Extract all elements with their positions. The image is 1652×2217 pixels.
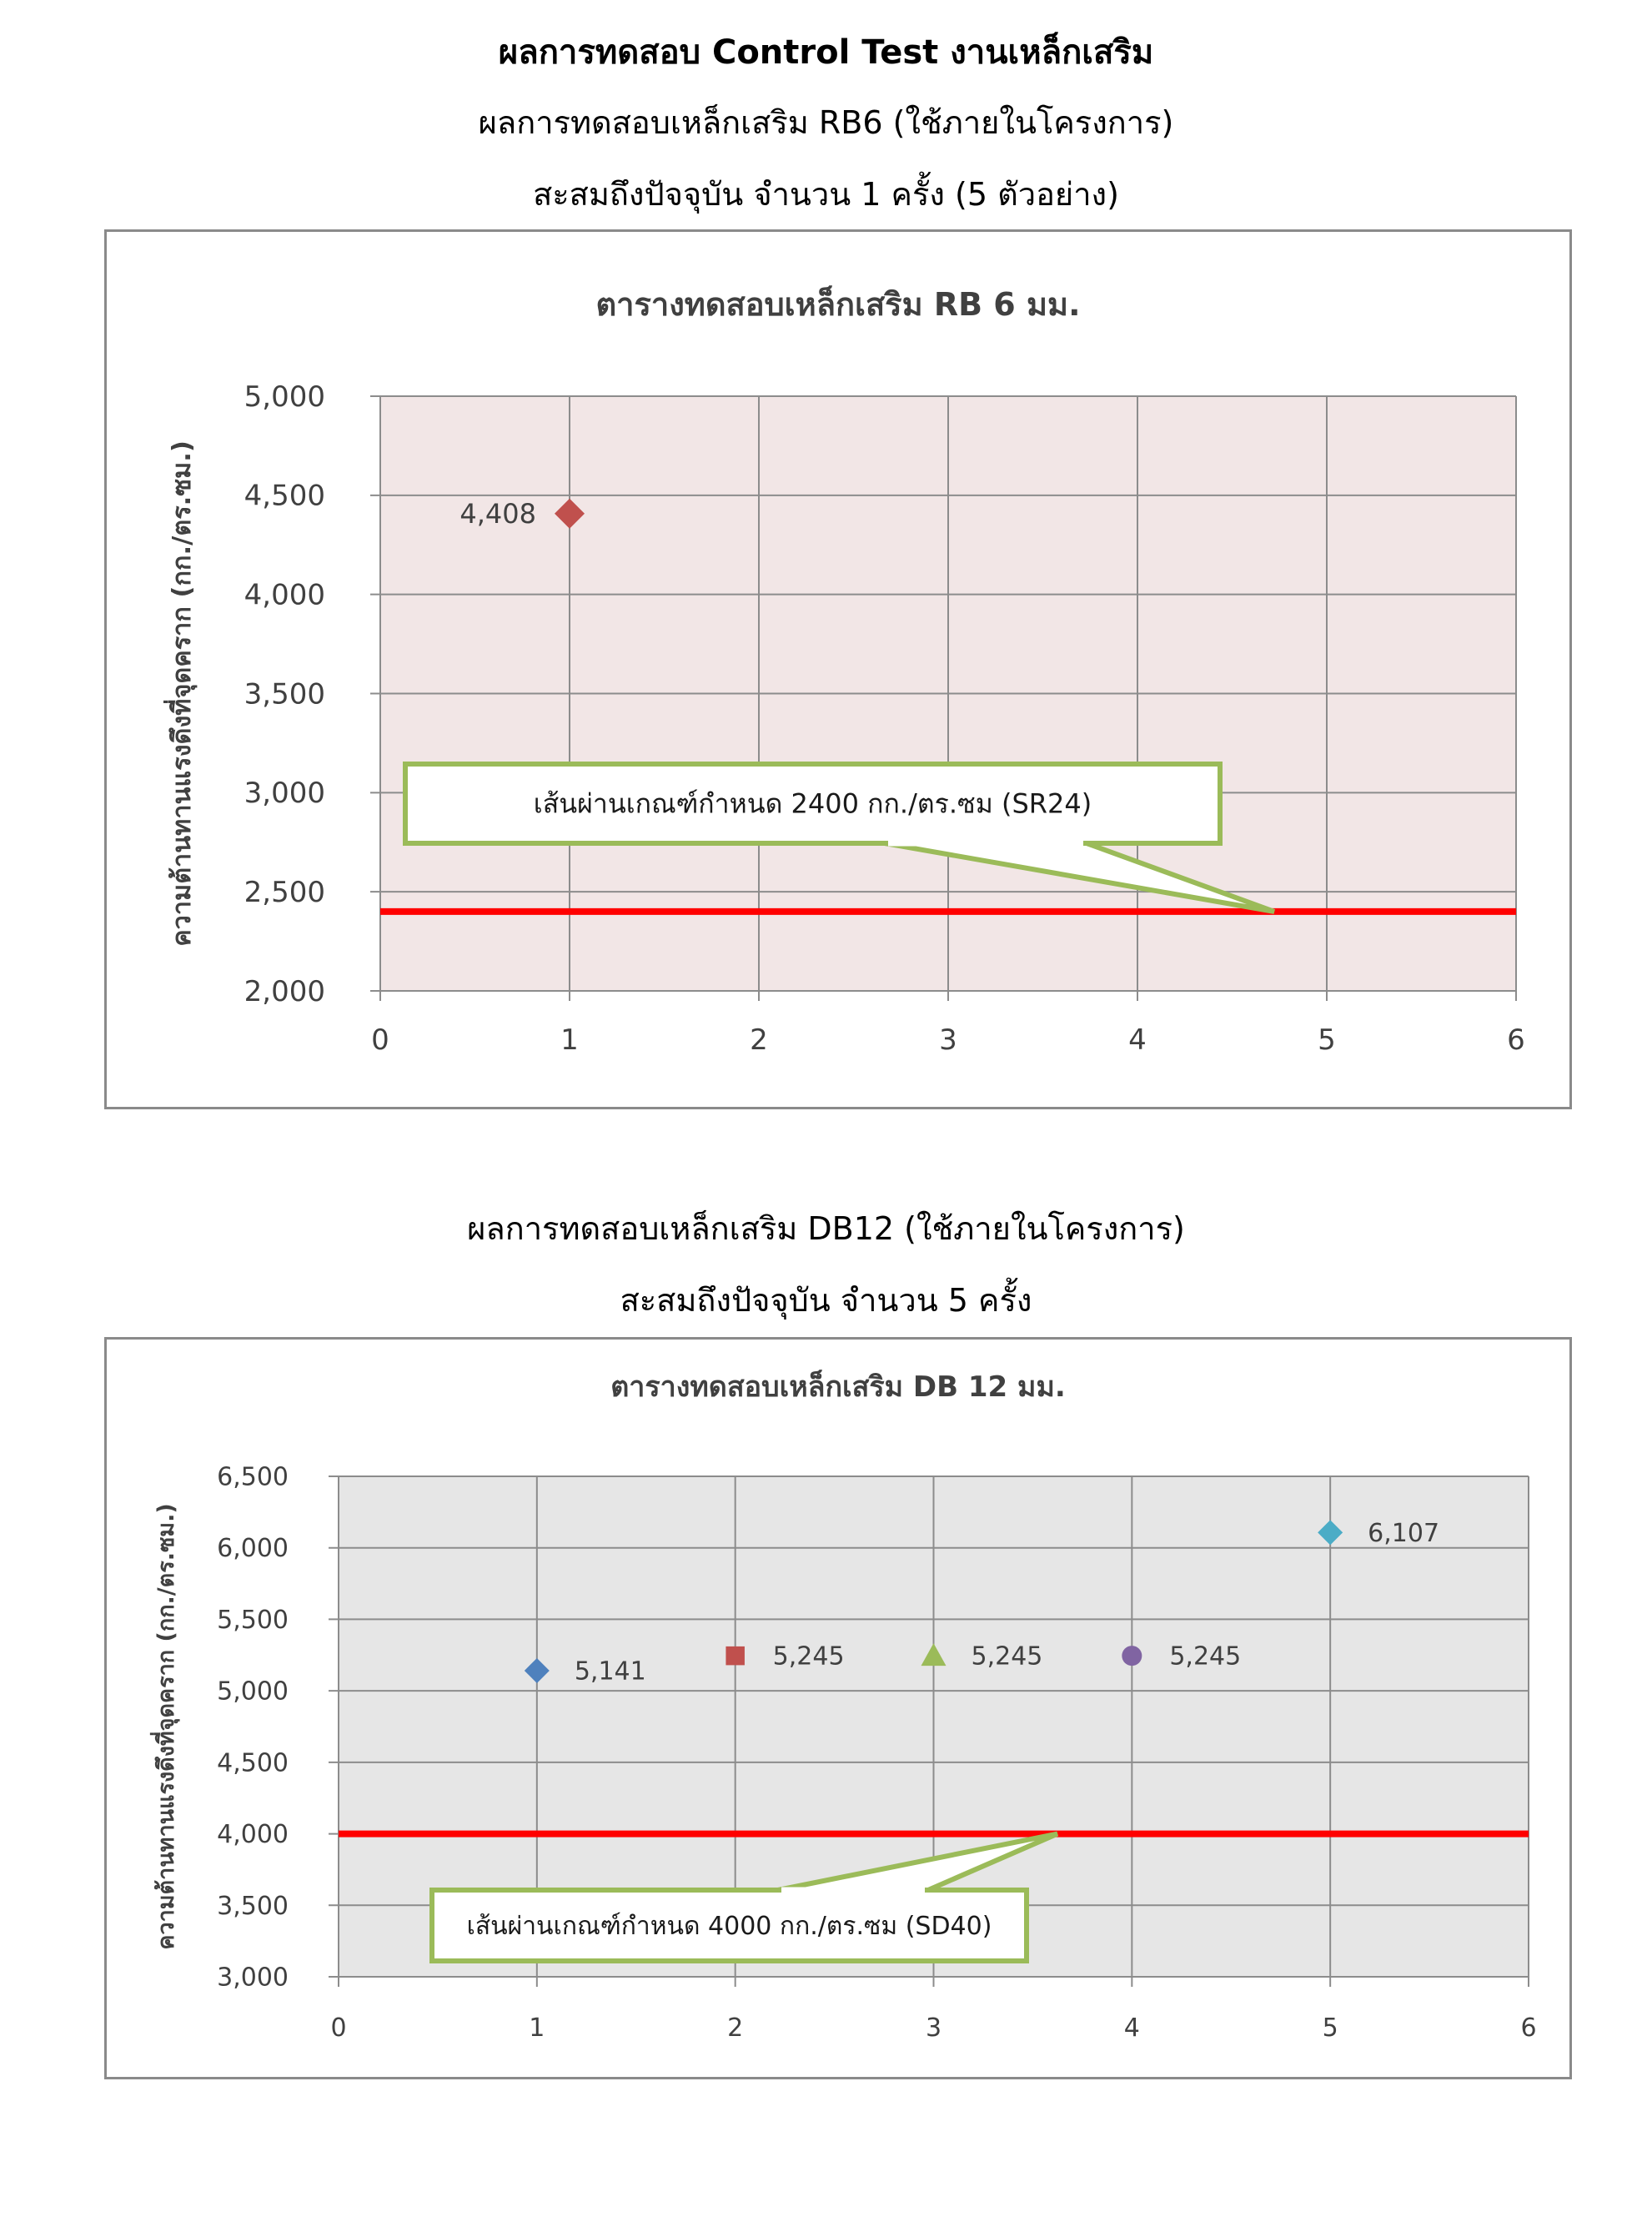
- db12-subtitle: ผลการทดสอบเหล็กเสริม DB12 (ใช้ภายในโครงการ): [467, 1210, 1185, 1247]
- db12-chart-panel: [104, 1337, 1572, 2079]
- x-tick-label: 1: [529, 2013, 545, 2043]
- threshold-callout-text: เส้นผ่านเกณฑ์กำหนด 2400 กก./ตร.ซม (SR24): [533, 787, 1092, 820]
- x-tick-label: 1: [560, 1023, 579, 1057]
- data-label: 5,245: [772, 1641, 845, 1672]
- db12-count: สะสมถึงปัจจุบัน จำนวน 5 ครั้ง: [620, 1282, 1032, 1319]
- y-tick-label: 4,500: [217, 1748, 289, 1778]
- x-tick-label: 5: [1318, 1023, 1336, 1057]
- y-tick-label: 3,000: [217, 1963, 289, 1993]
- y-tick-label: 2,000: [244, 974, 325, 1008]
- page-title: ผลการทดสอบ Control Test งานเหล็กเสริม: [498, 33, 1154, 72]
- y-tick-label: 2,500: [244, 876, 325, 910]
- y-tick-label: 6,000: [217, 1534, 289, 1564]
- db12-chart: [107, 1340, 1569, 2077]
- y-tick-label: 3,000: [244, 777, 325, 811]
- y-axis-label: ความต้านทานแรงดึงที่จุดคราก (กก./ตร.ซม.): [168, 440, 197, 947]
- y-tick-label: 5,000: [217, 1677, 289, 1707]
- y-tick-label: 4,500: [244, 479, 325, 513]
- x-tick-label: 2: [727, 2013, 744, 2043]
- x-tick-label: 5: [1322, 2013, 1338, 2043]
- y-tick-label: 5,000: [244, 380, 325, 414]
- x-tick-label: 6: [1507, 1023, 1525, 1057]
- chart-title: ตารางทดสอบเหล็กเสริม DB 12 มม.: [610, 1370, 1066, 1404]
- x-tick-label: 4: [1128, 1023, 1147, 1057]
- data-label: 5,141: [574, 1656, 646, 1687]
- data-label: 6,107: [1368, 1518, 1440, 1548]
- x-tick-label: 0: [371, 1023, 389, 1057]
- rb6-chart: [107, 232, 1569, 1107]
- data-label: 4,408: [459, 497, 536, 530]
- y-axis-label: ความต้านทานแรงดึงที่จุดคราก (กก./ตร.ซม.): [153, 1503, 179, 1950]
- x-tick-label: 3: [939, 1023, 957, 1057]
- x-tick-label: 0: [330, 2013, 347, 2043]
- x-tick-label: 4: [1123, 2013, 1140, 2043]
- y-tick-label: 4,000: [217, 1820, 289, 1850]
- y-tick-label: 4,000: [244, 578, 325, 612]
- rb6-count: สะสมถึงปัจจุบัน จำนวน 1 ครั้ง (5 ตัวอย่าง): [533, 176, 1119, 213]
- y-tick-label: 6,500: [217, 1462, 289, 1492]
- rb6-chart-panel: [104, 229, 1572, 1109]
- x-tick-label: 2: [750, 1023, 768, 1057]
- data-label: 5,245: [971, 1641, 1043, 1672]
- threshold-callout-text: เส้นผ่านเกณฑ์กำหนด 4000 กก./ตร.ซม (SD40): [466, 1912, 992, 1941]
- chart-title: ตารางทดสอบเหล็กเสริม RB 6 มม.: [595, 286, 1081, 323]
- x-tick-label: 3: [925, 2013, 942, 2043]
- y-tick-label: 3,500: [217, 1891, 289, 1921]
- x-tick-label: 6: [1520, 2013, 1537, 2043]
- rb6-subtitle: ผลการทดสอบเหล็กเสริม RB6 (ใช้ภายในโครงการ): [478, 104, 1174, 141]
- data-point-square: [726, 1646, 745, 1666]
- data-label: 5,245: [1169, 1641, 1242, 1672]
- y-tick-label: 3,500: [244, 677, 325, 711]
- y-tick-label: 5,500: [217, 1605, 289, 1635]
- data-point-circle: [1122, 1646, 1142, 1666]
